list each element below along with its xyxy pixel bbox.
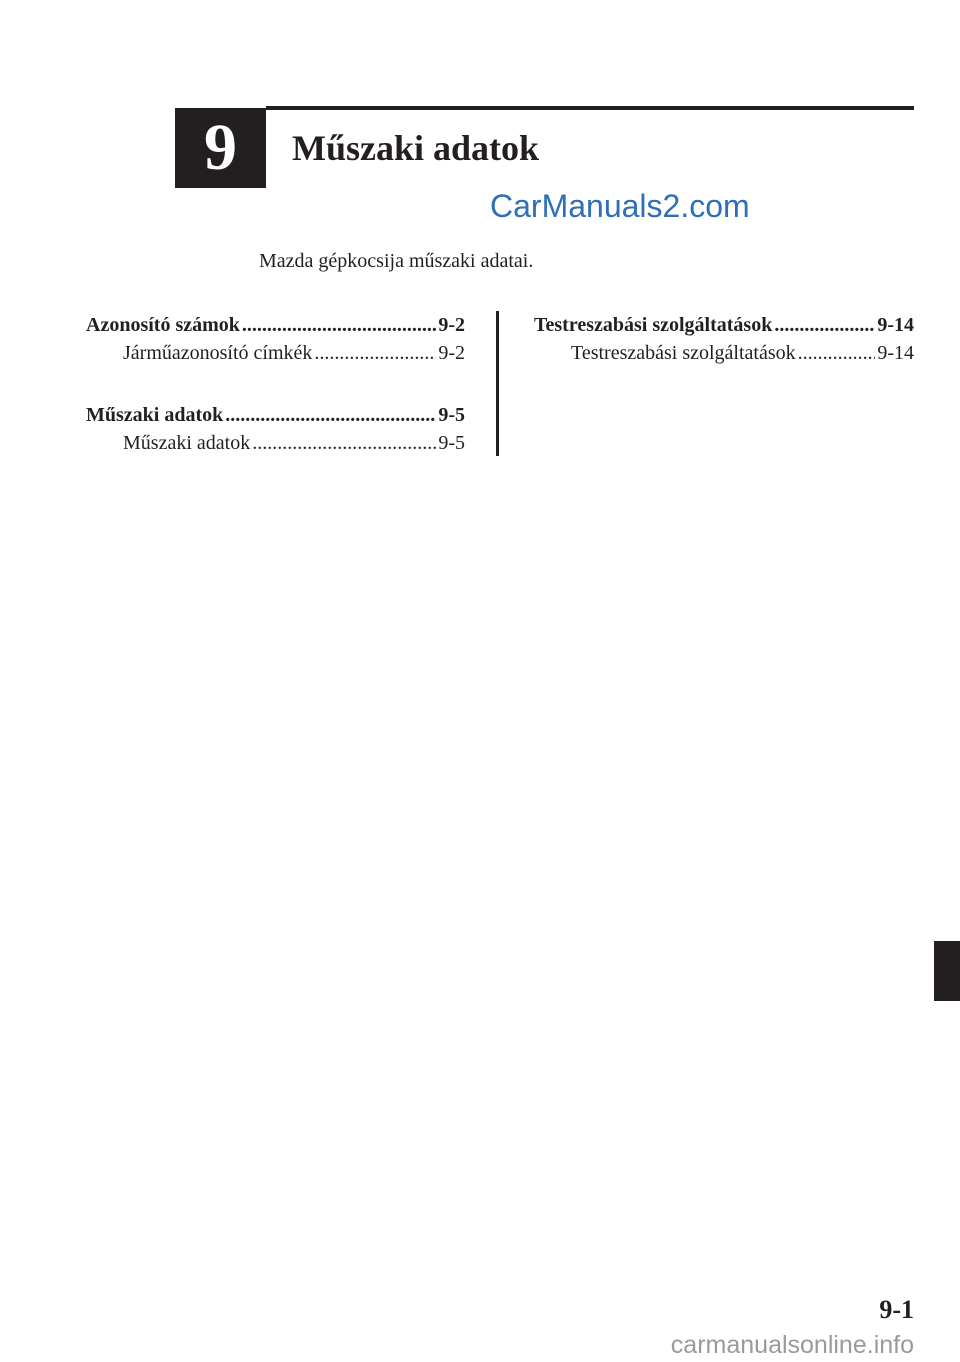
toc-entry-page: 9-2 — [438, 314, 465, 336]
chapter-thumb-tab — [934, 941, 960, 1001]
toc-section — [86, 401, 465, 457]
toc-section — [534, 311, 914, 367]
toc-section — [86, 311, 465, 367]
toc-subentry-page: 9-5 — [438, 432, 465, 454]
toc-leader-dots — [252, 429, 436, 457]
toc-subentry-title: Testreszabási szolgáltatások — [571, 342, 796, 364]
chapter-intro: Mazda gépkocsija műszaki adatai. — [259, 250, 534, 272]
toc-column-divider — [496, 311, 499, 456]
toc-leader-dots — [225, 401, 436, 429]
toc-entry-azonosito-szamok[interactable] — [86, 311, 465, 339]
toc-subentry-testreszabasi-szolgaltatasok[interactable] — [534, 339, 914, 367]
toc-leader-dots — [798, 339, 876, 367]
toc-leader-dots — [774, 311, 875, 339]
toc-leader-dots — [242, 311, 436, 339]
chapter-header-rule — [266, 106, 914, 110]
toc-entry-title: Azonosító számok — [86, 314, 240, 336]
page-number: 9-1 — [879, 1295, 914, 1324]
toc-left-column — [86, 311, 465, 491]
toc-subentry-title: Műszaki adatok — [123, 432, 251, 454]
toc-subentry-title: Járműazonosító címkék — [123, 342, 313, 364]
chapter-number-box: 9 — [175, 108, 266, 188]
toc-subentry-page: 9-14 — [877, 342, 914, 364]
toc-entry-page: 9-14 — [877, 314, 914, 336]
toc-entry-testreszabasi-szolgaltatasok[interactable] — [534, 311, 914, 339]
watermark-top: CarManuals2.com — [490, 188, 750, 224]
toc-subentry-jarmuazonosito-cimkek[interactable] — [86, 339, 465, 367]
toc-entry-title: Műszaki adatok — [86, 404, 224, 426]
toc-right-column — [534, 311, 914, 401]
chapter-title: Műszaki adatok — [292, 128, 540, 168]
toc-entry-title: Testreszabási szolgáltatások — [534, 314, 773, 336]
toc-subentry-page: 9-2 — [438, 342, 465, 364]
toc-leader-dots — [314, 339, 436, 367]
toc-entry-page: 9-5 — [438, 404, 465, 426]
toc-subentry-muszaki-adatok[interactable] — [86, 429, 465, 457]
watermark-bottom: carmanualsonline.info — [670, 1331, 914, 1359]
toc-entry-muszaki-adatok[interactable] — [86, 401, 465, 429]
